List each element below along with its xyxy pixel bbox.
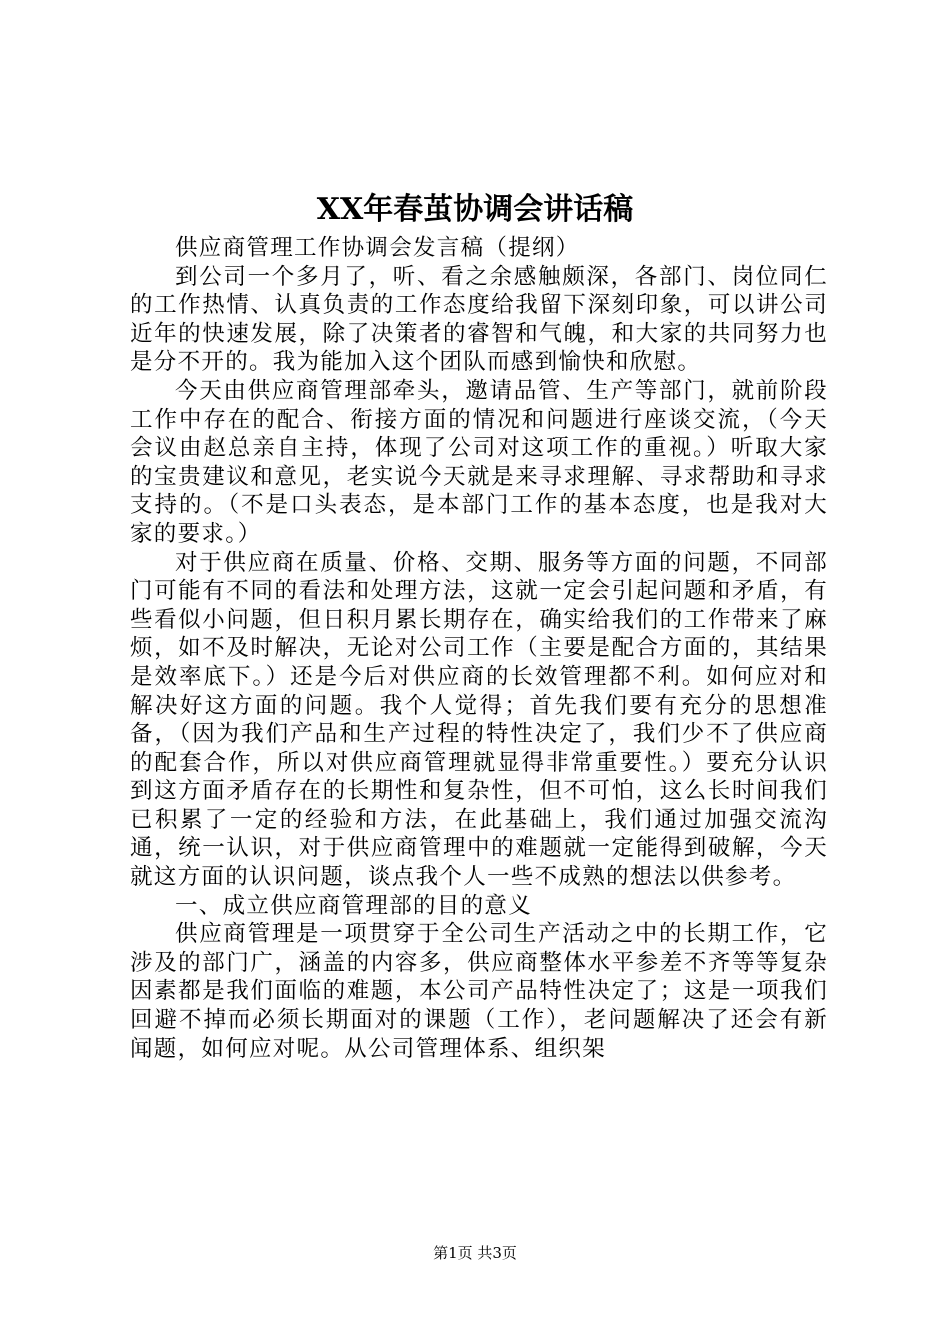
paragraph-supplier-management: 供应商管理是一项贯穿于全公司生产活动之中的长期工作，它涉及的部门广，涵盖的内容多，供应商整体水平参差不齐等等复杂因素都是我们面临的难题，本公司产品特性决定了；这是一项我们回避不掉而必须长期面对的课题（工作），老问题解决了还会有新闻题，如何应对呢。从公司管理体系、组织架 bbox=[130, 921, 828, 1062]
section-heading-1: 一、成立供应商管理部的目的意义 bbox=[175, 892, 533, 919]
paragraph-supplier-issues: 对于供应商在质量、价格、交期、服务等方面的问题，不同部门可能有不同的看法和处理方法，这就一定会引起问题和矛盾，有些看似小问题，但日积月累长期存在，确实给我们的工作带来了麻烦，如不及时解决，无论对公司工作（主要是配合方面的，其结果是效率底下。）还是今后对供应商的长效管理都不利。如何应对和解决好这方面的问题。我个人觉得；首先我们要有充分的思想准备，（因为我们产品和生产过程的特性决定了，我们少不了供应商的配套合作，所以对供应商管理就显得非常重要性。）要充分认识到这方面矛盾存在的长期性和复杂性，但不可怕，这么长时间我们已积累了一定的经验和方法，在此基础上，我们通过加强交流沟通，统一认识，对于供应商管理中的难题就一定能得到破解，今天就这方面的认识问题，谈点我个人一些不成熟的想法以供参考。 bbox=[130, 549, 828, 891]
document-body bbox=[130, 234, 828, 1063]
page-number: 第1页 共3页 bbox=[433, 1244, 517, 1262]
page-footer bbox=[0, 1242, 950, 1264]
paragraph-subtitle: 供应商管理工作协调会发言稿（提纲） bbox=[175, 235, 580, 261]
document-title: XX年春茧协调会讲话稿 bbox=[316, 192, 634, 227]
paragraph-meeting-purpose: 今天由供应商管理部牵头，邀请品管、生产等部门，就前阶段工作中存在的配合、衔接方面的情况和问题进行座谈交流，（今天会议由赵总亲自主持，体现了公司对这项工作的重视。）听取大家的宝贵建议和意见，老实说今天就是来寻求理解、寻求帮助和寻求支持的。（不是口头表态，是本部门工作的基本态度，也是我对大家的要求。） bbox=[130, 377, 828, 547]
paragraph-intro: 到公司一个多月了，听、看之余感触颇深，各部门、岗位同仁的工作热情、认真负责的工作态度给我留下深刻印象，可以讲公司近年的快速发展，除了决策者的睿智和气魄，和大家的共同努力也是分不开的。我为能加入这个团队而感到愉快和欣慰。 bbox=[130, 263, 828, 376]
